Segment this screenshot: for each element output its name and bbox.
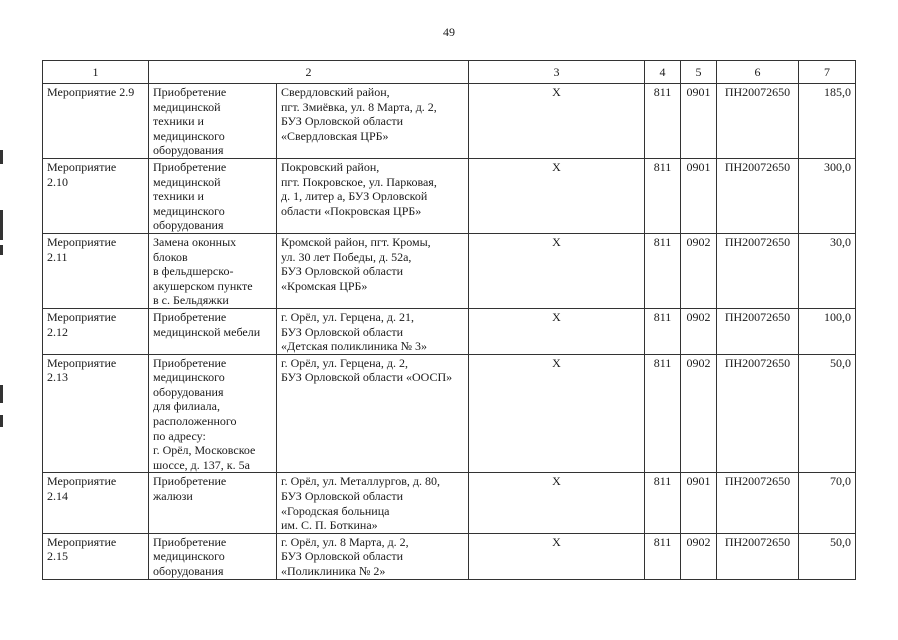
event-cell-line: 2.12: [47, 324, 68, 339]
event-cell-line: 2.14: [47, 489, 68, 504]
description-cell-line: Приобретение: [153, 355, 227, 370]
event-cell-line: 2.11: [47, 249, 68, 264]
location-cell-line: Покровский район,: [281, 159, 380, 174]
description-cell-line: оборудования: [153, 564, 224, 578]
event-cell-line: Мероприятие: [47, 309, 117, 324]
amount-cell: 70,0: [799, 473, 856, 533]
location-cell: [277, 533, 469, 579]
scan-margin-marks: [0, 150, 4, 480]
mark-cell: Х: [469, 473, 645, 533]
description-cell: [149, 473, 277, 533]
section-cell: 0901: [681, 473, 717, 533]
target-article-cell: ПН20072650: [717, 354, 799, 473]
table-body: [43, 84, 856, 580]
location-cell-line: ул. 30 лет Победы, д. 52а,: [281, 249, 412, 264]
mark-cell: Х: [469, 533, 645, 579]
event-cell-line: 2.10: [47, 174, 68, 189]
description-cell-line: расположенного: [153, 414, 237, 429]
table-row: [43, 308, 856, 354]
event-cell: [43, 158, 149, 233]
location-cell-line: БУЗ Орловской области: [281, 324, 403, 339]
description-cell: [149, 533, 277, 579]
code-cell: 811: [645, 233, 681, 308]
description-cell-line: для филиала,: [153, 399, 220, 414]
section-cell: 0902: [681, 308, 717, 354]
header-col-7: 7: [799, 61, 856, 84]
description-cell-line: по адресу:: [153, 428, 206, 443]
target-article-cell: ПН20072650: [717, 473, 799, 533]
location-cell-line: пгт. Змиёвка, ул. 8 Марта, д. 2,: [281, 99, 437, 114]
header-col-5: 5: [681, 61, 717, 84]
description-cell: [149, 84, 277, 159]
location-cell-line: «Свердловская ЦРБ»: [281, 128, 389, 143]
table-row: [43, 473, 856, 533]
code-cell: 811: [645, 354, 681, 473]
description-cell-line: блоков: [153, 249, 188, 264]
event-cell-line: Мероприятие: [47, 355, 117, 370]
description-cell-line: медицинской мебели: [153, 324, 261, 339]
event-cell-line: Мероприятие: [47, 534, 117, 549]
event-cell-line: 2.13: [47, 370, 68, 385]
header-col-4: 4: [645, 61, 681, 84]
location-cell-line: г. Орёл, ул. Герцена, д. 2,: [281, 355, 408, 370]
description-cell-line: оборудования: [153, 384, 224, 399]
description-cell-line: акушерском пункте: [153, 278, 253, 293]
location-cell-line: Кромской район, пгт. Кромы,: [281, 234, 431, 249]
location-cell-line: БУЗ Орловской области «ООСП»: [281, 370, 453, 385]
description-cell-line: техники и: [153, 114, 204, 129]
target-article-cell: ПН20072650: [717, 158, 799, 233]
code-cell: 811: [645, 84, 681, 159]
page-number: 49: [443, 25, 455, 39]
description-cell-line: техники и: [153, 189, 204, 204]
description-cell: [149, 308, 277, 354]
event-cell: [43, 473, 149, 533]
location-cell-line: «Поликлиника № 2»: [281, 564, 386, 578]
mark-cell: Х: [469, 158, 645, 233]
location-cell-line: г. Орёл, ул. 8 Марта, д. 2,: [281, 534, 409, 549]
event-cell-line: Мероприятие: [47, 234, 117, 249]
event-cell: [43, 354, 149, 473]
description-cell-line: Замена оконных: [153, 234, 237, 249]
location-cell-line: «Кромская ЦРБ»: [281, 278, 368, 293]
location-cell-line: БУЗ Орловской области: [281, 264, 403, 279]
description-cell-line: медицинской: [153, 99, 221, 114]
location-cell-line: области «Покровская ЦРБ»: [281, 203, 422, 218]
table-row: [43, 354, 856, 473]
location-cell: [277, 158, 469, 233]
budget-table: [42, 60, 856, 580]
location-cell-line: д. 1, литер а, БУЗ Орловской: [281, 189, 428, 204]
location-cell: [277, 473, 469, 533]
location-cell-line: БУЗ Орловской области: [281, 549, 403, 564]
location-cell-line: БУЗ Орловской области: [281, 489, 403, 504]
mark-cell: Х: [469, 233, 645, 308]
event-cell: [43, 308, 149, 354]
description-cell-line: Приобретение: [153, 159, 227, 174]
description-cell-line: медицинской: [153, 174, 221, 189]
description-cell: [149, 158, 277, 233]
section-cell: 0902: [681, 533, 717, 579]
mark-cell: Х: [469, 354, 645, 473]
description-cell-line: шоссе, д. 137, к. 5а: [153, 457, 250, 472]
description-cell-line: Приобретение: [153, 85, 227, 99]
target-article-cell: ПН20072650: [717, 84, 799, 159]
location-cell-line: «Городская больница: [281, 503, 390, 518]
header-col-6: 6: [717, 61, 799, 84]
header-col-3: 3: [469, 61, 645, 84]
mark-cell: Х: [469, 308, 645, 354]
amount-cell: 50,0: [799, 354, 856, 473]
table-row: [43, 533, 856, 579]
description-cell-line: медицинского: [153, 203, 225, 218]
code-cell: 811: [645, 533, 681, 579]
section-cell: 0902: [681, 233, 717, 308]
event-cell: [43, 233, 149, 308]
description-cell-line: г. Орёл, Московское: [153, 443, 256, 458]
event-cell: [43, 533, 149, 579]
event-cell-line: Мероприятие: [47, 159, 117, 174]
description-cell: [149, 233, 277, 308]
table-row: [43, 158, 856, 233]
description-cell-line: Приобретение: [153, 534, 227, 549]
table-header-row: [43, 61, 856, 84]
description-cell-line: Приобретение: [153, 474, 227, 489]
location-cell: [277, 354, 469, 473]
description-cell-line: в фельдшерско-: [153, 264, 234, 279]
description-cell-line: медицинского: [153, 370, 225, 385]
description-cell-line: оборудования: [153, 143, 224, 158]
location-cell-line: пгт. Покровское, ул. Парковая,: [281, 174, 437, 189]
description-cell-line: жалюзи: [153, 489, 193, 504]
amount-cell: 30,0: [799, 233, 856, 308]
mark-cell: Х: [469, 84, 645, 159]
code-cell: 811: [645, 308, 681, 354]
location-cell-line: «Детская поликлиника № 3»: [281, 339, 428, 354]
location-cell: [277, 233, 469, 308]
location-cell-line: Свердловский район,: [281, 85, 390, 99]
code-cell: 811: [645, 473, 681, 533]
header-col-1: 1: [43, 61, 149, 84]
description-cell: [149, 354, 277, 473]
section-cell: 0902: [681, 354, 717, 473]
description-cell-line: медицинского: [153, 549, 225, 564]
target-article-cell: ПН20072650: [717, 308, 799, 354]
location-cell: [277, 84, 469, 159]
description-cell-line: Приобретение: [153, 309, 227, 324]
description-cell-line: оборудования: [153, 218, 224, 233]
amount-cell: 185,0: [799, 84, 856, 159]
header-col-2: 2: [149, 61, 469, 84]
event-cell: [43, 84, 149, 159]
description-cell-line: в с. Бельдяжки: [153, 293, 229, 308]
event-cell-line: 2.15: [47, 549, 68, 564]
table-row: [43, 84, 856, 159]
description-cell-line: медицинского: [153, 128, 225, 143]
target-article-cell: ПН20072650: [717, 533, 799, 579]
target-article-cell: ПН20072650: [717, 233, 799, 308]
code-cell: 811: [645, 158, 681, 233]
event-cell-line: Мероприятие 2.9: [47, 85, 135, 99]
location-cell-line: г. Орёл, ул. Герцена, д. 21,: [281, 309, 414, 324]
location-cell-line: г. Орёл, ул. Металлургов, д. 80,: [281, 474, 441, 489]
location-cell-line: БУЗ Орловской области: [281, 114, 403, 129]
table-row: [43, 233, 856, 308]
section-cell: 0901: [681, 158, 717, 233]
amount-cell: 50,0: [799, 533, 856, 579]
location-cell-line: им. С. П. Боткина»: [281, 518, 378, 533]
event-cell-line: Мероприятие: [47, 474, 117, 489]
amount-cell: 300,0: [799, 158, 856, 233]
location-cell: [277, 308, 469, 354]
section-cell: 0901: [681, 84, 717, 159]
amount-cell: 100,0: [799, 308, 856, 354]
